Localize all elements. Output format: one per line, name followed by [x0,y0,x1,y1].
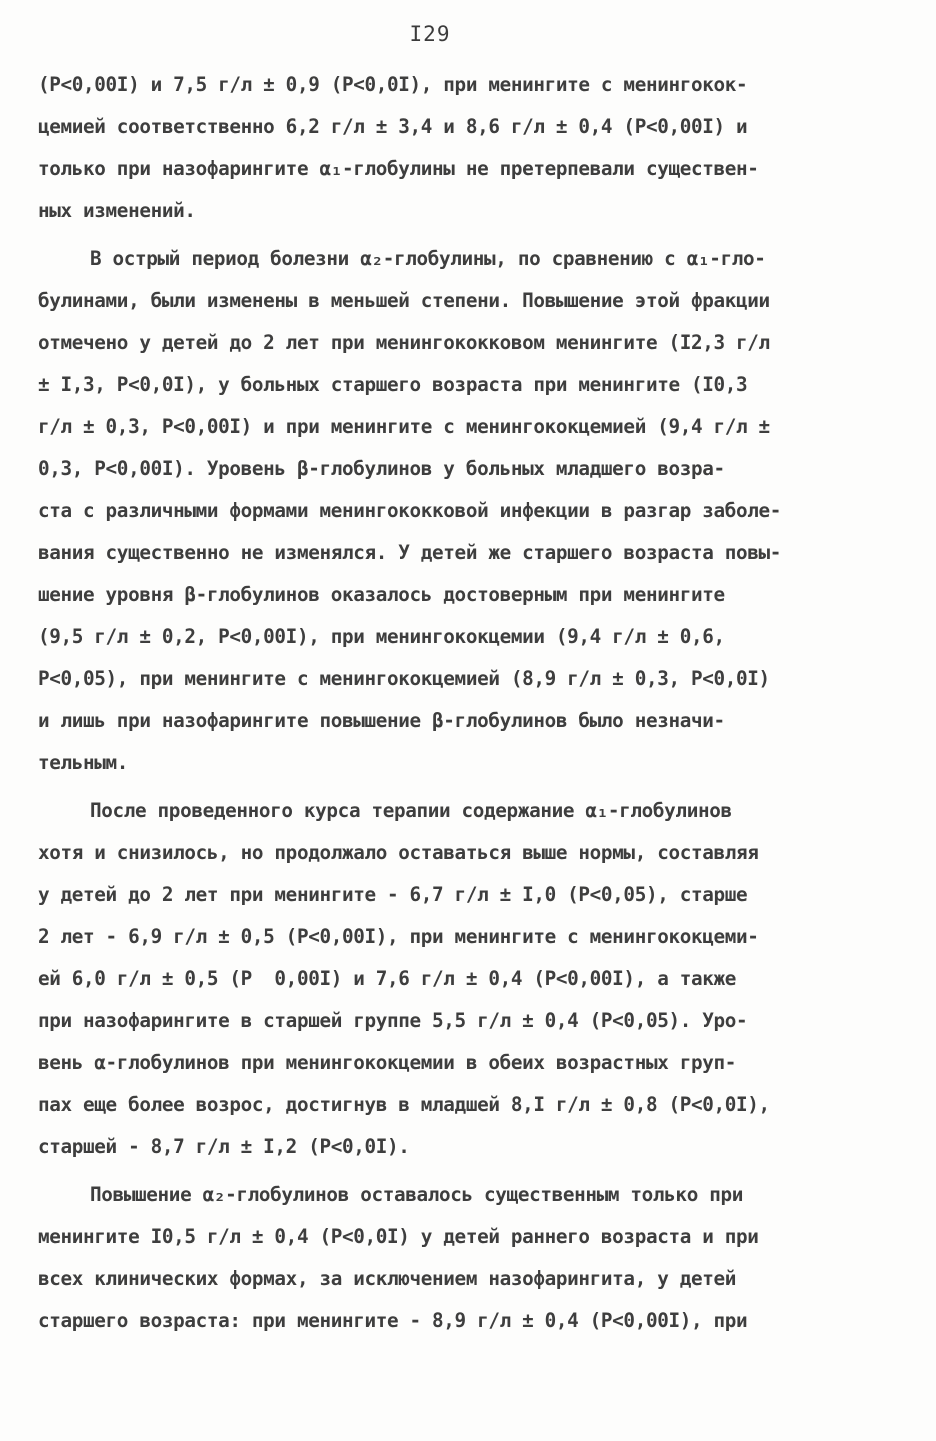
text-line: хотя и снизилось, но продолжало оставаться выше нормы, составляя [38,841,759,864]
text-line: только при назофарингите α₁-глобулины не претерпевали существен- [38,157,759,180]
text-line: ей 6,0 г/л ± 0,5 (P 0,00I) и 7,6 г/л ± 0,4 (P<0,00I), а также [38,967,737,990]
text-line: (P<0,00I) и 7,5 г/л ± 0,9 (P<0,0I), при менингите с менингокок- [38,73,748,96]
text-line: ± I,3, P<0,0I), у больных старшего возраста при менингите (I0,3 [38,373,748,396]
text-line: Повышение α₂-глобулинов оставалось существенным только при [90,1183,743,1206]
text-line: у детей до 2 лет при менингите - 6,7 г/л ± I,0 (P<0,05), старше [38,883,748,906]
text-line: вень α-глобулинов при менингококцемии в обеих возрастных груп- [38,1051,737,1074]
body-text [38,64,898,1342]
text-line: тельным. [38,751,129,774]
text-line: 2 лет - 6,9 г/л ± 0,5 (P<0,00I), при менингите с менингококцеми- [38,925,759,948]
text-line: старшего возраста: при менингите - 8,9 г/л ± 0,4 (P<0,00I), при [38,1309,748,1332]
text-line: отмечено у детей до 2 лет при менингококковом менингите (I2,3 г/л [38,331,770,354]
text-line: P<0,05), при менингите с менингококцемией (8,9 г/л ± 0,3, P<0,0I) [38,667,770,690]
text-line: ста с различными формами менингококковой инфекции в разгар заболе- [38,499,782,522]
text-line: (9,5 г/л ± 0,2, P<0,00I), при менингококцемии (9,4 г/л ± 0,6, [38,625,725,648]
text-line: менингите I0,5 г/л ± 0,4 (P<0,0I) у детей раннего возраста и при [38,1225,759,1248]
text-line: цемией соответственно 6,2 г/л ± 3,4 и 8,6 г/л ± 0,4 (P<0,00I) и [38,115,748,138]
text-line: ных изменений. [38,199,196,222]
page-number: I29 [409,22,451,46]
text-line: пах еще более возрос, достигнув в младшей 8,I г/л ± 0,8 (P<0,0I), [38,1093,770,1116]
text-line: булинами, были изменены в меньшей степени. Повышение этой фракции [38,289,770,312]
text-line: всех клинических формах, за исключением назофарингита, у детей [38,1267,737,1290]
text-line: при назофарингите в старшей группе 5,5 г/л ± 0,4 (P<0,05). Уро- [38,1009,748,1032]
paragraph [38,64,898,232]
text-line: В острый период болезни α₂-глобулины, по сравнению с α₁-гло- [90,247,766,270]
paragraph [38,1174,898,1342]
text-line: г/л ± 0,3, P<0,00I) и при менингите с менингококцемией (9,4 г/л ± [38,415,770,438]
text-line: и лишь при назофарингите повышение β-глобулинов было незначи- [38,709,725,732]
text-line: шение уровня β-глобулинов оказалось достоверным при менингите [38,583,725,606]
text-line: После проведенного курса терапии содержание α₁-глобулинов [90,799,732,822]
paragraph [38,238,898,784]
text-line: 0,3, P<0,00I). Уровень β-глобулинов у больных младшего возра- [38,457,725,480]
text-line: старшей - 8,7 г/л ± I,2 (P<0,0I). [38,1135,410,1158]
text-line: вания существенно не изменялся. У детей же старшего возраста повы- [38,541,782,564]
paragraph [38,790,898,1168]
